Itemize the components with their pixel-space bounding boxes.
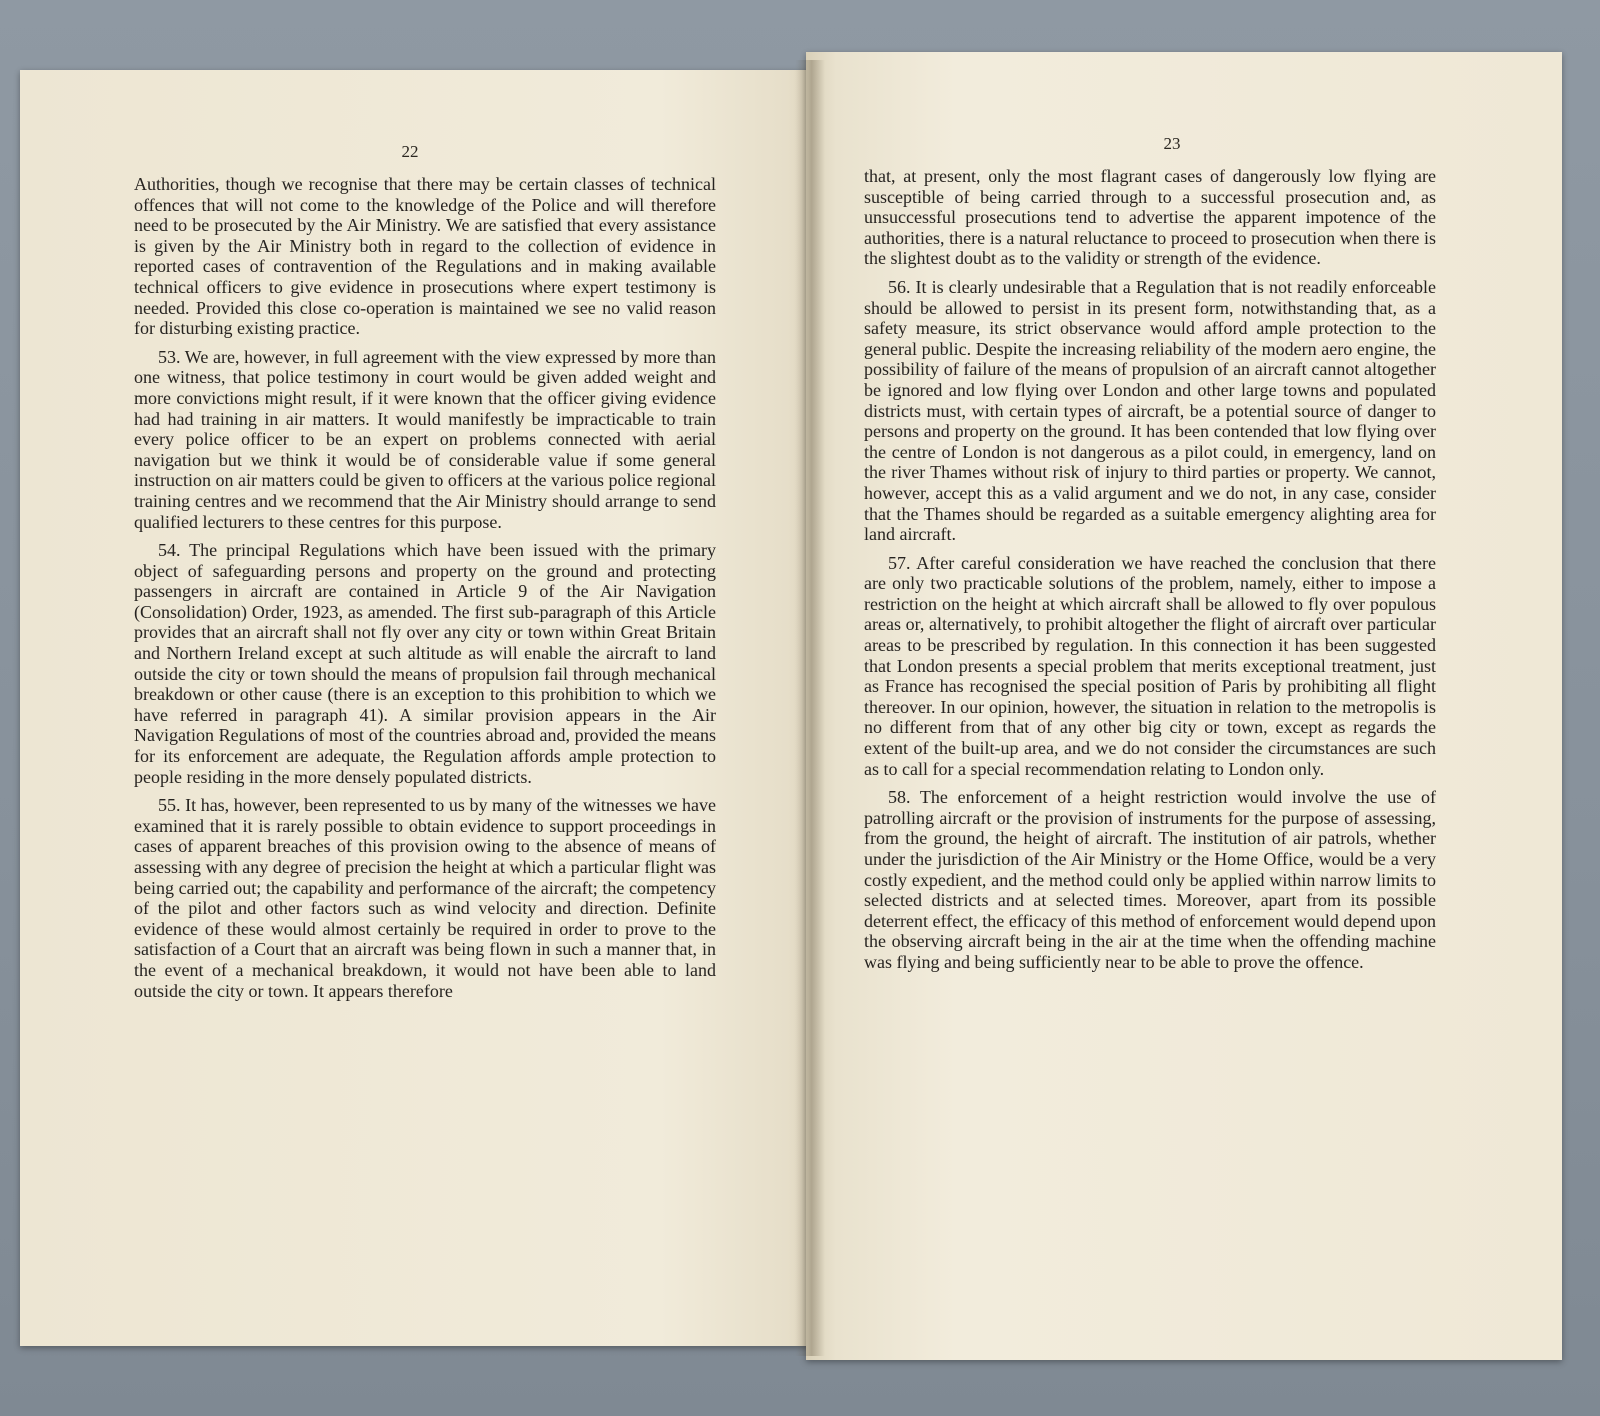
left-page — [20, 70, 820, 1346]
page-number-left: 22 — [401, 142, 419, 161]
paragraph-57: 57. After careful consideration we have reached the conclusion that there are only two practicable solutions of the problem, namely, either to impose a restriction on the height at which aircraft shall be allowed to fly over populous areas or, alternatively, to prohibit altogether the flight of aircraft over particular areas to be prescribed by regulation. In this connection it has been suggested that London presents a special problem that merits exceptional treatment, just as France has recognised the special position of Paris by prohibiting all flight thereover. In our opinion, however, the situation in relation to the metropolis is no different from that of any other big city or town, except as regards the extent of the built-up area, and we do not consider the circumstances are such as to call for a special recommendation relating to London only. — [864, 552, 1436, 779]
book-spine-gutter — [795, 60, 825, 1356]
paragraph-53: 53. We are, however, in full agreement with the view expressed by more than one witness, that police testimony in court would be given added weight and more convictions might result, if it were known that the officer giving evidence had had training in air matters. It would manifestly be impracticable to train every police officer to be an expert on problems connected with aerial navigation but we think it would be of considerable value if some general instruction on air matters could be given to officers at the various police regional training centres and we recommend that the Air Ministry should arrange to send qualified lecturers to these centres for this purpose. — [134, 346, 716, 532]
left-text-column — [134, 174, 716, 1009]
paragraph-55-continued: that, at present, only the most flagrant cases of dangerously low flying are susceptible of being carried through to a successful prosecution and, as unsuccessful prosecutions tend to advertise the apparent impotence of the authorities, there is a natural reluctance to proceed to prosecution when there is the slightest doubt as to the validity or strength of the evidence. — [864, 166, 1436, 269]
right-text-column — [864, 166, 1436, 981]
right-page — [806, 52, 1562, 1360]
paragraph-56: 56. It is clearly undesirable that a Regulation that is not readily enforceable should be allowed to persist in its present form, notwithstanding that, as a safety measure, its strict observance would afford ample protection to the general public. Despite the increasing reliability of the modern aero engine, the possibility of failure of the means of propulsion of an aircraft cannot altogether be ignored and low flying over London and other large towns and populated districts must, with certain types of aircraft, be a potential source of danger to persons and property on the ground. It has been contended that low flying over the centre of London is not dangerous as a pilot could, in emergency, land on the river Thames without risk of injury to third parties or property. We cannot, however, accept this as a valid argument and we do not, in any case, consider that the Thames should be regarded as a suitable emergency alighting area for land aircraft. — [864, 276, 1436, 545]
paragraph-continued: Authorities, though we recognise that there may be certain classes of technical offences that will not come to the knowledge of the Police and will therefore need to be prosecuted by the Air Ministry. We are satisfied that every assistance is given by the Air Ministry both in regard to the collection of evidence in reported cases of contravention of the Regulations and in making available technical officers to give evidence in prosecutions where expert testimony is needed. Provided this close co-operation is maintained we see no valid reason for disturbing existing practice. — [134, 174, 716, 339]
paragraph-55: 55. It has, however, been represented to us by many of the witnesses we have examined that it is rarely possible to obtain evidence to support proceedings in cases of apparent breaches of this provision owing to the absence of means of assessing with any degree of precision the height at which a particular flight was being carried out; the capability and performance of the aircraft; the competency of the pilot and other factors such as wind velocity and direction. Definite evidence of these would almost certainly be required in order to prove to the satisfaction of a Court that an aircraft was being flown in such a manner that, in the event of a mechanical breakdown, it would not have been able to land outside the city or town. It appears therefore — [134, 795, 716, 1001]
page-number-right: 23 — [1163, 134, 1181, 153]
paragraph-58: 58. The enforcement of a height restriction would involve the use of patrolling aircraft or the provision of instruments for the purpose of assessing, from the ground, the height of aircraft. The institution of air patrols, whether under the jurisdiction of the Air Ministry or the Home Office, would be a very costly expedient, and the method could only be applied within narrow limits to selected districts and at selected times. Moreover, apart from its possible deterrent effect, the efficacy of this method of enforcement would depend upon the observing aircraft being in the air at the time when the offending machine was flying and being sufficiently near to be able to prove the offence. — [864, 787, 1436, 972]
paragraph-54: 54. The principal Regulations which have been issued with the primary object of safeguarding persons and property on the ground and protecting passengers in aircraft are contained in Article 9 of the Air Navigation (Consolidation) Order, 1923, as amended. The first sub-paragraph of this Article provides that an aircraft shall not fly over any city or town within Great Britain and Northern Ireland except at such altitude as will enable the aircraft to land outside the city or town should the means of propulsion fail through mechanical breakdown or other cause (there is an exception to this prohibition to which we have referred in paragraph 41). A similar provision appears in the Air Navigation Regulations of most of the countries abroad and, provided the means for its enforcement are adequate, the Regulation affords ample protection to people residing in the more densely populated districts. — [134, 540, 716, 787]
